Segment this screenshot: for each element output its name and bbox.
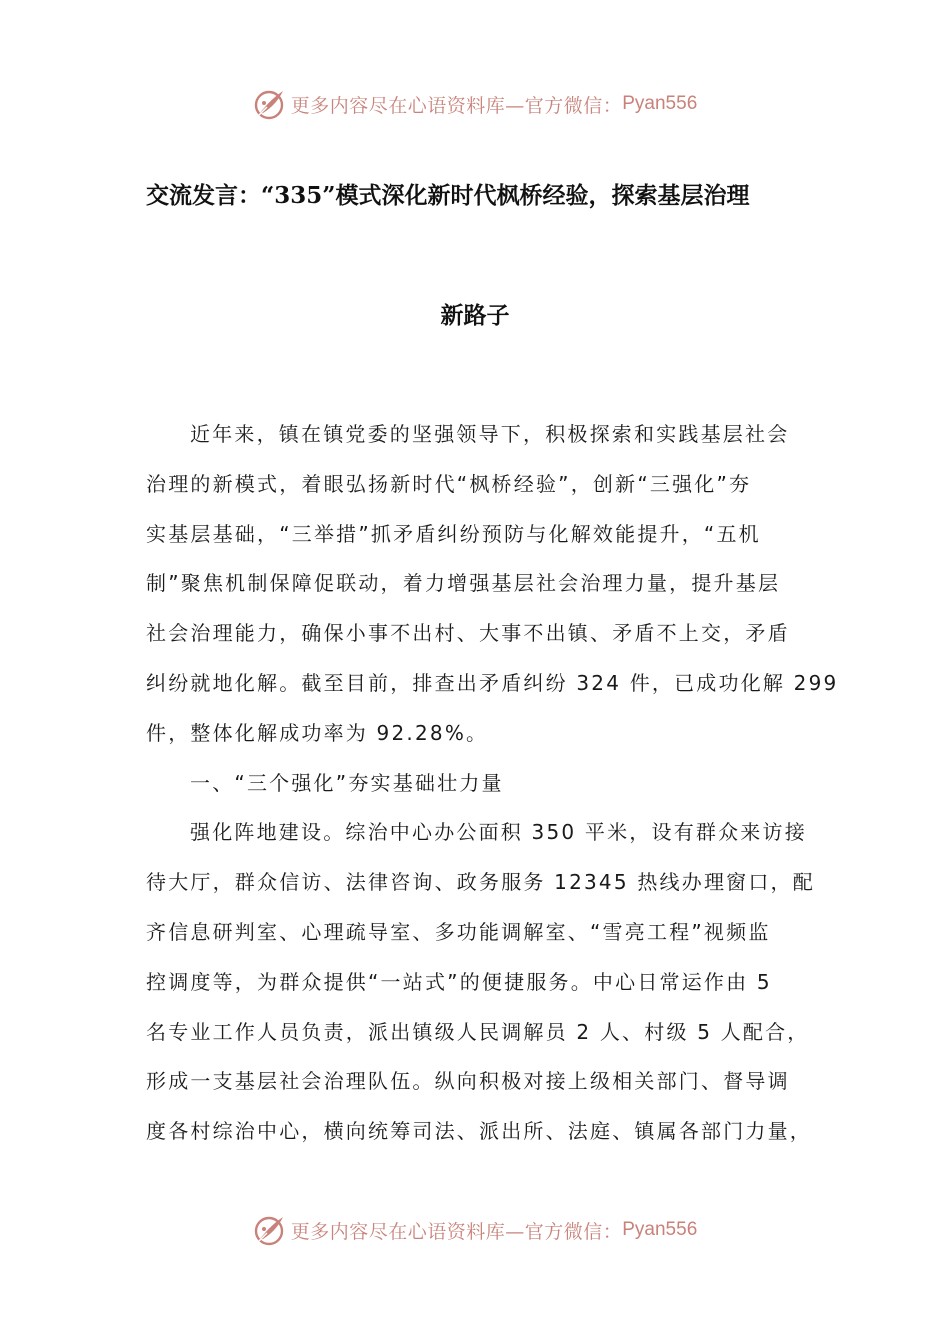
- paragraph-line: 名专业工作人员负责，派出镇级人民调解员 2 人、村级 5 人配合，: [146, 1019, 810, 1044]
- watermark-banner-top: [0, 84, 950, 124]
- paragraph-line: 度各村综治中心，横向统筹司法、派出所、法庭、镇属各部门力量，: [146, 1119, 812, 1144]
- paragraph-line: 纠纷就地化解。截至目前，排查出矛盾纠纷 324 件，已成功化解 299: [146, 670, 839, 695]
- quill-logo-icon: [253, 1213, 287, 1247]
- watermark-banner-bottom: [0, 1210, 950, 1250]
- document-title-line-2: 新路子: [440, 302, 510, 329]
- paragraph-line: 实基层基础，“三举措”抓矛盾纠纷预防与化解效能提升，“五机: [146, 521, 761, 546]
- paragraph-line: 齐信息研判室、心理疏导室、多功能调解室、“雪亮工程”视频监: [146, 919, 771, 944]
- paragraph-line: 待大厅，群众信访、法律咨询、政务服务 12345 热线办理窗口，配: [146, 870, 815, 895]
- paragraph-line: 制”聚焦机制保障促联动，着力增强基层社会治理力量，提升基层: [146, 571, 781, 596]
- watermark-wechat-id: Pyan556: [622, 1219, 698, 1240]
- paragraph-line: 控调度等，为群众提供“一站式”的便捷服务。中心日常运作由 5: [146, 969, 772, 994]
- paragraph-line: 形成一支基层社会治理队伍。纵向积极对接上级相关部门、督导调: [146, 1069, 790, 1094]
- paragraph-line: 治理的新模式，着眼弘扬新时代“枫桥经验”，创新“三强化”夯: [146, 471, 752, 496]
- watermark-wechat-id: Pyan556: [622, 93, 698, 114]
- document-body: [146, 410, 839, 1157]
- paragraph-line: 强化阵地建设。综治中心办公面积 350 平米，设有群众来访接: [190, 820, 807, 845]
- paragraph-line: 近年来，镇在镇党委的坚强领导下，积极探索和实践基层社会: [190, 422, 790, 446]
- document-title-line-1: 交流发言：“335”模式深化新时代枫桥经验，探索基层治理: [146, 182, 750, 209]
- section-heading: 一、“三个强化”夯实基础壮力量: [190, 770, 504, 795]
- paragraph-line: 社会治理能力，确保小事不出村、大事不出镇、矛盾不上交，矛盾: [146, 621, 790, 646]
- watermark-text: 更多内容尽在心语资料库—官方微信：: [290, 94, 623, 117]
- quill-logo-icon: [253, 87, 287, 121]
- paragraph-line: 件，整体化解成功率为 92.28%。: [146, 720, 489, 745]
- watermark-text: 更多内容尽在心语资料库—官方微信：: [290, 1220, 623, 1243]
